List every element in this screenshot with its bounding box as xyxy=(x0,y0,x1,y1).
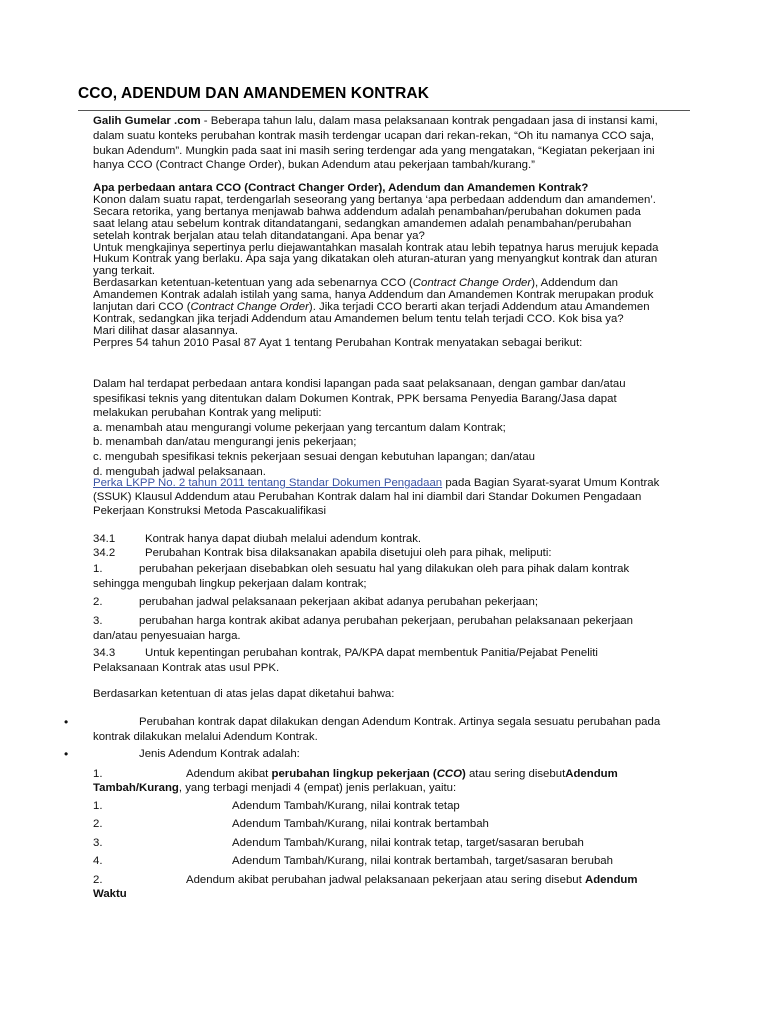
clause-item-text: sehingga mengubah lingkup pekerjaan dalam kontrak; xyxy=(93,578,367,590)
section-line: yang terkait. xyxy=(93,265,156,278)
quote-item: d. mengubah jadwal pelaksanaan. xyxy=(93,465,266,478)
type-text-bold: Waktu xyxy=(93,888,127,900)
section-line: Mari dilihat dasar alasannya. xyxy=(93,324,238,337)
subtype-number: 1. xyxy=(93,800,103,812)
text-run: Berdasarkan ketentuan-ketentuan yang ada sebenarnya CCO ( xyxy=(93,277,413,290)
intro-line: bukan Adendum”. Mungkin pada saat ini masih sering terdengar ada yang mengatakan, “Kegiatan pekerjaan ini xyxy=(93,144,655,157)
text-run: atau sering disebut xyxy=(465,768,566,780)
perpres-quote xyxy=(93,377,683,479)
clause-number: 34.1 xyxy=(93,533,116,545)
author-name: Galih Gumelar .com xyxy=(93,115,201,127)
text-run: , yang terbagi menjadi 4 (empat) jenis perlakuan, yaitu: xyxy=(178,782,457,794)
text-run-bold: Adendum xyxy=(584,874,638,886)
bullet-icon: • xyxy=(64,747,69,761)
section-line: saat lelang atau sebelum kontrak ditandatangani, sedangkan amandemen adalah penambahan/perubahan xyxy=(93,217,632,230)
text-run: lanjutan dari CCO ( xyxy=(93,301,191,314)
section-line: Hukum Kontrak yang berlaku. Apa saja yang dikatakan oleh aturan-aturan yang menyangkut kontrak dan aturan xyxy=(93,253,658,266)
intro-text: - Beberapa tahun lalu, dalam masa pelaksanaan kontrak pengadaan jasa di instansi kami, xyxy=(200,115,658,127)
clause-number: 34.2 xyxy=(93,547,116,559)
type-text xyxy=(186,873,638,887)
clause-text: Pelaksanaan Kontrak atas usul PPK. xyxy=(93,662,280,674)
section-line: Kontrak, sedangkan jika terjadi Addendum atau Amandemen belum tentu telah terjadi CCO. Kok bisa ya? xyxy=(93,312,624,325)
text-run-bold-italic: CCO xyxy=(436,768,463,780)
reference-line: Pekerjaan Konstruksi Metoda Pascakualifikasi xyxy=(93,504,326,517)
clause-text: Untuk kepentingan perubahan kontrak, PA/KPA dapat membentuk Panitia/Pejabat Peneliti xyxy=(145,647,598,659)
type-number: 1. xyxy=(93,768,103,780)
reference-link[interactable]: Perka LKPP No. 2 tahun 2011 tentang Standar Dokumen Pengadaan xyxy=(93,477,443,489)
type-text xyxy=(93,781,456,795)
conclusion-intro: Berdasarkan ketentuan di atas jelas dapat diketahui bahwa: xyxy=(93,688,395,700)
reference-line: (SSUK) Klausul Addendum atau Perubahan Kontrak dalam hal ini diambil dari Standar Dokumen Pengadaan xyxy=(93,490,642,503)
section-line: Amandemen Kontrak adalah istilah yang sama, hanya Addendum dan Amandemen Kontrak merupakan produk xyxy=(93,289,654,302)
subtype-text: Adendum Tambah/Kurang, nilai kontrak tetap xyxy=(232,800,460,812)
text-run: pada Bagian Syarat-syarat Umum Kontrak xyxy=(442,477,660,489)
section-line: Secara retorika, yang bertanya menjawab bahwa addendum adalah penambahan/perubahan dokumen pada xyxy=(93,205,641,218)
type-text xyxy=(186,767,618,781)
bullet-text: Jenis Adendum Kontrak adalah: xyxy=(139,748,300,760)
subtype-number: 2. xyxy=(93,818,103,830)
clause-item-number: 3. xyxy=(93,615,103,627)
type-number: 2. xyxy=(93,874,103,886)
clause-text: Perubahan Kontrak bisa dilaksanakan apabila disetujui oleh para pihak, meliputi: xyxy=(145,547,552,559)
text-run-italic: Contract Change Order xyxy=(412,277,532,290)
bullet-icon: • xyxy=(64,715,69,729)
clause-item-text: perubahan jadwal pelaksanaan pekerjaan akibat adanya perubahan pekerjaan; xyxy=(139,596,538,608)
text-run: ), Addendum dan xyxy=(531,277,618,290)
clause-item-text: dan/atau penyesuaian harga. xyxy=(93,630,241,642)
intro-line: hanya CCO (Contract Change Order), bukan Adendum atau pekerjaan tambah/kurang.” xyxy=(93,159,535,172)
section-body xyxy=(93,183,683,350)
quote-line: Dalam hal terdapat perbedaan antara kondisi lapangan pada saat pelaksanaan, dengan gambar dan/atau xyxy=(93,378,626,390)
intro-line: dalam suatu konteks perubahan kontrak masih terdengar ucapan dari rekan-rekan, “Oh itu namanya CCO saja, xyxy=(93,129,654,142)
text-run-bold: perubahan lingkup pekerjaan ( xyxy=(271,768,437,780)
title-divider xyxy=(78,110,690,111)
clause-item-text: perubahan pekerjaan disebabkan oleh sesuatu hal yang dilakukan oleh para pihak dalam kontrak xyxy=(139,563,630,575)
reference-line xyxy=(93,477,683,491)
clause-text: Kontrak hanya dapat diubah melalui adendum kontrak. xyxy=(145,533,422,545)
quote-item: b. menambah dan/atau mengurangi jenis pekerjaan; xyxy=(93,436,357,449)
text-run-bold: Adendum xyxy=(565,768,618,780)
quote-line: spesifikasi teknis yang ditentukan dalam Dokumen Kontrak, PPK bersama Penyedia Barang/Jasa dapat xyxy=(93,392,617,405)
text-run-italic: Contract Change Order xyxy=(190,301,309,314)
quote-line: melakukan perubahan Kontrak yang meliputi: xyxy=(93,407,322,420)
quote-item: c. mengubah spesifikasi teknis pekerjaan sesuai dengan kebutuhan lapangan; dan/atau xyxy=(93,450,536,463)
text-run-bold: ) xyxy=(462,768,466,780)
subtype-number: 3. xyxy=(93,837,103,849)
subtype-text: Adendum Tambah/Kurang, nilai kontrak bertambah xyxy=(232,818,489,830)
section-line: setelah kontrak berjalan atau telah ditandatangani. Apa benar ya? xyxy=(93,229,425,242)
bullet-text: kontrak dilakukan melalui Adendum Kontrak. xyxy=(93,731,318,743)
subtype-text: Adendum Tambah/Kurang, nilai kontrak bertambah, target/sasaran berubah xyxy=(232,855,613,867)
subtype-text: Adendum Tambah/Kurang, nilai kontrak tetap, target/sasaran berubah xyxy=(232,837,584,849)
text-run: ). Jika terjadi CCO berarti akan terjadi Addendum atau Amandemen xyxy=(308,301,650,314)
clause-number: 34.3 xyxy=(93,647,116,659)
section-line: Untuk mengkajinya sepertinya perlu diejawantahkan masalah kontrak atau lebih tepatnya harus merujuk kepada xyxy=(93,241,659,254)
subtype-number: 4. xyxy=(93,855,103,867)
clause-item-number: 2. xyxy=(93,596,103,608)
page-title: CCO, ADENDUM DAN AMANDEMEN KONTRAK xyxy=(78,85,429,102)
section-heading: Apa perbedaan antara CCO (Contract Changer Order), Adendum dan Amandemen Kontrak? xyxy=(93,182,589,194)
bullet-text: Perubahan kontrak dapat dilakukan dengan Adendum Kontrak. Artinya segala sesuatu perubahan pada xyxy=(139,716,661,728)
text-run-bold: Tambah/Kurang xyxy=(93,782,179,794)
section-line: Perpres 54 tahun 2010 Pasal 87 Ayat 1 tentang Perubahan Kontrak menyatakan sebagai berikut: xyxy=(93,336,583,349)
intro-line xyxy=(93,114,683,129)
intro-paragraph xyxy=(93,114,683,173)
clause-item-text: perubahan harga kontrak akibat adanya perubahan pekerjaan, perubahan pelaksanaan pekerjaan xyxy=(139,615,633,627)
reference-paragraph xyxy=(93,477,683,518)
text-run: Adendum akibat perubahan jadwal pelaksanaan pekerjaan atau sering disebut xyxy=(186,874,585,886)
text-run: Adendum akibat xyxy=(186,768,272,780)
section-line: Konon dalam suatu rapat, terdengarlah seseorang yang bertanya ‘apa perbedaan addendum dan amandemen’. xyxy=(93,193,656,206)
quote-item: a. menambah atau mengurangi volume pekerjaan yang tercantum dalam Kontrak; xyxy=(93,421,506,434)
clause-item-number: 1. xyxy=(93,563,103,575)
